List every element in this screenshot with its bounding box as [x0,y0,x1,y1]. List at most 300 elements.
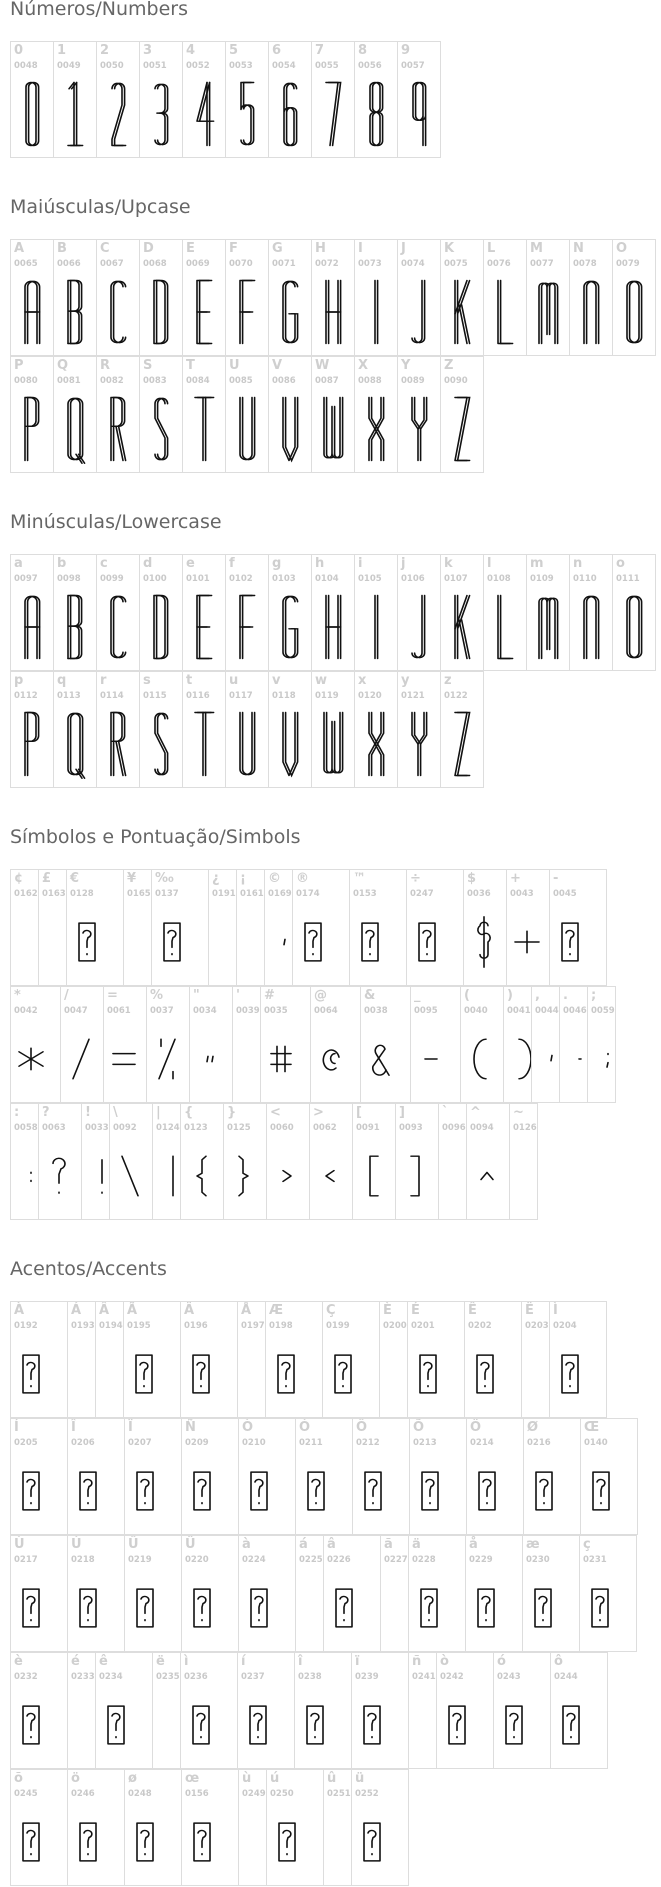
glyph-code-label: 0062 [313,1123,337,1133]
glyph-sample [190,1027,230,1091]
glyph-code-label: 0106 [401,574,425,584]
glyph-cell [466,1418,524,1535]
glyph-char-label: ö [71,1771,80,1786]
glyph-char-label: % [150,988,164,1003]
glyph-code-label: 0068 [143,259,167,269]
glyph-code-label: 0198 [269,1321,293,1331]
glyph-row [10,554,656,671]
missing-glyph-icon [410,1459,450,1523]
glyph-sample [398,280,438,344]
glyph-char-label: j [401,556,406,571]
glyph-cell [238,1535,296,1652]
glyph-cell [612,239,656,356]
glyph-cell [124,1418,182,1535]
glyph-char-label: Ã [127,1303,138,1318]
glyph-cell [464,1301,522,1418]
missing-glyph-icon [437,1693,477,1757]
glyph-cell [67,1652,96,1769]
glyph-char-label: é [71,1654,80,1669]
glyph-code-label: 0199 [326,1321,350,1331]
glyph-sample [464,910,504,974]
glyph-char-label: ü [355,1771,365,1786]
glyph-cell [38,869,67,986]
glyph-cell [96,671,140,788]
glyph-cell [266,1103,310,1220]
glyph-char-label: q [57,673,67,688]
glyph-char-label: { [184,1105,194,1120]
glyph-sample [570,280,610,344]
glyph-cell [139,671,183,788]
glyph-cell [53,239,97,356]
glyph-char-label: ~ [513,1105,524,1120]
glyph-cell [397,671,441,788]
glyph-char-label: ‰ [155,871,174,886]
glyph-char-label: ¿ [212,871,220,886]
glyph-code-label: 0056 [358,61,382,71]
missing-glyph-icon [295,1693,335,1757]
glyph-code-label: 0067 [100,259,124,269]
glyph-code-label: 0247 [410,889,434,899]
glyph-sample [11,712,51,776]
missing-glyph-icon [523,1576,563,1640]
glyph-sample [140,397,180,461]
glyph-char-label: V [272,358,283,373]
glyph-cell [579,1535,637,1652]
glyph-cell [526,554,570,671]
glyph-code-label: 0059 [591,1006,615,1016]
glyph-char-label: ' [236,988,240,1003]
glyph-char-label: Ç [326,1303,336,1318]
glyph-cell [109,1103,153,1220]
glyph-code-label: 0226 [327,1555,351,1565]
glyph-code-label: 0227 [384,1555,408,1565]
glyph-code-label: 0156 [185,1789,209,1799]
glyph-cell [409,1418,467,1535]
glyph-cell [225,554,269,671]
glyph-code-label: 0061 [107,1006,131,1016]
missing-glyph-icon [181,1342,221,1406]
glyph-char-label: F [229,241,238,256]
glyph-code-label: 0174 [296,889,320,899]
glyph-cell [354,671,398,788]
glyph-sample [441,397,481,461]
glyph-code-label: 0045 [553,889,577,899]
glyph-char-label: í [241,1654,246,1669]
glyph-char-label: ú [270,1771,280,1786]
glyph-cell [354,554,398,671]
glyph-code-label: 0123 [184,1123,208,1133]
glyph-cell [181,1769,239,1886]
glyph-cell [139,239,183,356]
glyph-char-label: b [57,556,67,571]
glyph-cell [123,1301,181,1418]
glyph-char-label: : [14,1105,20,1120]
glyph-cell [238,1769,267,1886]
glyph-code-label: 0076 [487,259,511,269]
glyph-cell [466,1103,510,1220]
glyph-char-label: T [186,358,195,373]
glyph-sample [355,595,395,659]
glyph-code-label: 0112 [14,691,38,701]
glyph-char-label: € [70,871,80,886]
glyph-sample [613,595,653,659]
glyph-sample [54,595,94,659]
glyph-row [10,1652,608,1769]
missing-glyph-icon [352,1693,392,1757]
glyph-char-label: e [186,556,195,571]
glyph-cell [124,1535,182,1652]
glyph-code-label: 0074 [401,259,425,269]
glyph-char-label: l [487,556,492,571]
glyph-char-label: C [100,241,110,256]
glyph-char-label: È [383,1303,392,1318]
glyph-char-label: s [143,673,151,688]
glyph-char-label: Ò [242,1420,254,1435]
glyph-code-label: 0095 [414,1006,438,1016]
glyph-cell [268,356,312,473]
glyph-code-label: 0050 [100,61,124,71]
glyph-code-label: 0196 [184,1321,208,1331]
glyph-sample [312,82,352,146]
missing-glyph-icon [494,1693,534,1757]
glyph-code-label: 0043 [510,889,534,899]
glyph-code-label: 0103 [272,574,296,584]
glyph-code-label: 0212 [356,1438,380,1448]
glyph-code-label: 0229 [469,1555,493,1565]
glyph-cell [182,356,226,473]
glyph-cell [103,986,147,1103]
glyph-sample [398,82,438,146]
glyph-code-label: 0207 [128,1438,152,1448]
glyph-cell [349,869,407,986]
glyph-sample [532,1027,560,1091]
glyph-char-label: 0 [14,43,24,58]
glyph-code-label: 0101 [186,574,210,584]
missing-glyph-icon [352,1810,392,1874]
glyph-code-label: 0216 [527,1438,551,1448]
glyph-sample [261,1027,301,1091]
glyph-code-label: 0053 [229,61,253,71]
glyph-cell [237,1301,266,1418]
glyph-sample [39,1144,79,1208]
glyph-char-label: ô [554,1654,563,1669]
glyph-cell [292,869,350,986]
glyph-code-label: 0046 [563,1006,587,1016]
glyph-cell [139,356,183,473]
glyph-cell [152,1103,181,1220]
glyph-row [10,1418,638,1535]
glyph-cell [10,1301,68,1418]
glyph-code-label: 0191 [212,889,236,899]
glyph-code-label: 0082 [100,376,124,386]
glyph-char-label: Ö [470,1420,482,1435]
glyph-char-label: ê [99,1654,108,1669]
glyph-char-label: î [298,1654,303,1669]
glyph-code-label: 0124 [156,1123,180,1133]
glyph-code-label: 0206 [71,1438,95,1448]
glyph-cell [503,986,532,1103]
glyph-code-label: 0197 [241,1321,265,1331]
glyph-code-label: 0210 [242,1438,266,1448]
glyph-code-label: 0054 [272,61,296,71]
glyph-sample [147,1027,187,1091]
missing-glyph-icon [407,910,447,974]
glyph-sample [398,595,438,659]
section-title: Maiúsculas/Upcase [10,196,191,218]
glyph-char-label: \ [113,1105,118,1120]
glyph-code-label: 0125 [227,1123,251,1133]
glyph-char-label: 7 [315,43,325,58]
glyph-row [10,986,616,1103]
glyph-char-label: ç [583,1537,591,1552]
glyph-code-label: 0122 [444,691,468,701]
glyph-char-label: R [100,358,111,373]
glyph-cell [53,356,97,473]
glyph-cell [10,41,54,158]
glyph-sample [504,1027,532,1091]
glyph-sample [311,1027,351,1091]
glyph-char-label: æ [526,1537,540,1552]
glyph-char-label: ÷ [410,871,421,886]
glyph-cell [189,986,233,1103]
glyph-cell [407,1301,465,1418]
glyph-sample [226,397,266,461]
glyph-row [10,1301,607,1418]
glyph-sample [97,712,137,776]
glyph-code-label: 0091 [356,1123,380,1133]
glyph-char-label: t [186,673,193,688]
glyph-sample [467,1144,507,1208]
glyph-char-label: O [616,241,628,256]
glyph-code-label: 0128 [70,889,94,899]
glyph-cell [436,1652,494,1769]
glyph-cell [440,356,484,473]
glyph-cell [323,1535,381,1652]
glyph-sample [226,712,266,776]
glyph-cell [506,869,550,986]
glyph-sample [361,1027,401,1091]
glyph-char-label: 6 [272,43,282,58]
glyph-cell [10,356,54,473]
glyph-char-label: f [229,556,235,571]
missing-glyph-icon [67,910,107,974]
glyph-sample [613,280,653,344]
glyph-cell [53,671,97,788]
glyph-cell [310,986,361,1103]
missing-glyph-icon [581,1459,621,1523]
glyph-code-label: 0225 [299,1555,323,1565]
glyph-code-label: 0039 [236,1006,260,1016]
glyph-code-label: 0077 [530,259,554,269]
glyph-code-label: 0090 [444,376,468,386]
glyph-cell [395,1103,439,1220]
glyph-char-label: U [229,358,240,373]
glyph-char-label: L [487,241,496,256]
glyph-char-label: g [272,556,282,571]
glyph-char-label: Ù [14,1537,25,1552]
glyph-cell [208,869,237,986]
section-title: Minúsculas/Lowercase [10,511,222,533]
glyph-cell [10,1103,39,1220]
glyph-code-label: 0248 [128,1789,152,1799]
glyph-sample [461,1027,501,1091]
glyph-code-label: 0236 [184,1672,208,1682]
glyph-cell [96,554,140,671]
glyph-cell [139,41,183,158]
glyph-code-label: 0040 [464,1006,488,1016]
glyph-code-label: 0047 [64,1006,88,1016]
glyph-code-label: 0117 [229,691,253,701]
glyph-code-label: 0204 [553,1321,577,1331]
glyph-char-label: E [186,241,195,256]
glyph-cell [493,1652,551,1769]
glyph-cell [67,1418,125,1535]
glyph-code-label: 0105 [358,574,382,584]
glyph-sample [441,712,481,776]
glyph-char-label: ì [184,1654,189,1669]
glyph-code-label: 0049 [57,61,81,71]
glyph-char-label: ` [442,1105,449,1120]
glyph-code-label: 0233 [71,1672,95,1682]
glyph-char-label: Õ [413,1420,425,1435]
glyph-sample [312,595,352,659]
glyph-sample [312,280,352,344]
glyph-cell [322,1301,380,1418]
glyph-char-label: ! [85,1105,91,1120]
glyph-char-label: ) [507,988,513,1003]
glyph-sample [54,280,94,344]
glyph-cell [550,1652,608,1769]
glyph-sample [527,595,567,659]
glyph-char-label: P [14,358,24,373]
glyph-sample [265,910,293,974]
glyph-sample [224,1144,264,1208]
missing-glyph-icon [124,1342,164,1406]
glyph-char-label: 2 [100,43,110,58]
glyph-cell [569,554,613,671]
glyph-code-label: 0241 [412,1672,436,1682]
glyph-code-label: 0243 [497,1672,521,1682]
glyph-code-label: 0069 [186,259,210,269]
glyph-code-label: 0192 [14,1321,38,1331]
glyph-cell [440,671,484,788]
glyph-sample [484,280,524,344]
glyph-code-label: 0073 [358,259,382,269]
glyph-char-label: M [530,241,543,256]
glyph-cell [559,986,588,1103]
glyph-char-label: Ì [553,1303,558,1318]
glyph-char-label: ó [497,1654,506,1669]
glyph-char-label: - [553,871,559,886]
glyph-sample [312,712,352,776]
glyph-code-label: 0249 [242,1789,266,1799]
glyph-cell [460,986,504,1103]
glyph-row [10,1103,538,1220]
glyph-cell [410,986,461,1103]
glyph-char-label: 9 [401,43,411,58]
glyph-code-label: 0081 [57,376,81,386]
glyph-sample [140,712,180,776]
glyph-code-label: 0137 [155,889,179,899]
glyph-sample [269,397,309,461]
glyph-sample [441,280,481,344]
glyph-code-label: 0121 [401,691,425,701]
glyph-char-label: J [401,241,406,256]
glyph-char-label: & [364,988,376,1003]
glyph-char-label: ¡ [240,871,246,886]
missing-glyph-icon [409,1576,449,1640]
glyph-sample [97,595,137,659]
glyph-cell [96,239,140,356]
glyph-code-label: 0084 [186,376,210,386]
glyph-code-label: 0079 [616,259,640,269]
glyph-cell [311,554,355,671]
glyph-code-label: 0115 [143,691,167,701]
glyph-sample [355,397,395,461]
glyph-sample [507,910,547,974]
glyph-char-label: S [143,358,153,373]
glyph-cell [225,41,269,158]
glyph-char-label: É [411,1303,420,1318]
glyph-sample [183,280,223,344]
missing-glyph-icon [350,910,390,974]
glyph-code-label: 0072 [315,259,339,269]
glyph-cell [463,869,507,986]
glyph-code-label: 0085 [229,376,253,386]
glyph-cell [311,356,355,473]
glyph-char-label: I [358,241,363,256]
glyph-sample [269,595,309,659]
glyph-char-label: @ [314,988,327,1003]
glyph-char-label: . [563,988,568,1003]
glyph-sample [11,1027,51,1091]
glyph-code-label: 0126 [513,1123,537,1133]
glyph-code-label: 0052 [186,61,210,71]
missing-glyph-icon [11,1693,51,1757]
glyph-code-label: 0089 [401,376,425,386]
glyph-code-label: 0237 [241,1672,265,1682]
glyph-code-label: 0224 [242,1555,266,1565]
glyph-char-label: N [573,241,584,256]
glyph-code-label: 0087 [315,376,339,386]
glyph-cell [268,671,312,788]
glyph-cell [265,1301,323,1418]
glyph-char-label: i [358,556,363,571]
glyph-cell [225,239,269,356]
missing-glyph-icon [323,1342,363,1406]
glyph-row [10,239,656,356]
glyph-cell [295,1535,324,1652]
glyph-code-label: 0104 [315,574,339,584]
glyph-sample [140,82,180,146]
glyph-sample [355,712,395,776]
glyph-code-label: 0232 [14,1672,38,1682]
glyph-code-label: 0110 [573,574,597,584]
glyph-row [10,41,441,158]
glyph-char-label: G [272,241,283,256]
missing-glyph-icon [125,1810,165,1874]
glyph-cell [522,1535,580,1652]
glyph-cell [465,1535,523,1652]
glyph-cell [10,869,39,986]
glyph-char-label: / [64,988,69,1003]
glyph-code-label: 0042 [14,1006,38,1016]
glyph-cell [352,1103,396,1220]
glyph-code-label: 0036 [467,889,491,899]
missing-glyph-icon [408,1342,448,1406]
glyph-code-label: 0041 [507,1006,531,1016]
glyph-char-label: ñ [412,1654,422,1669]
